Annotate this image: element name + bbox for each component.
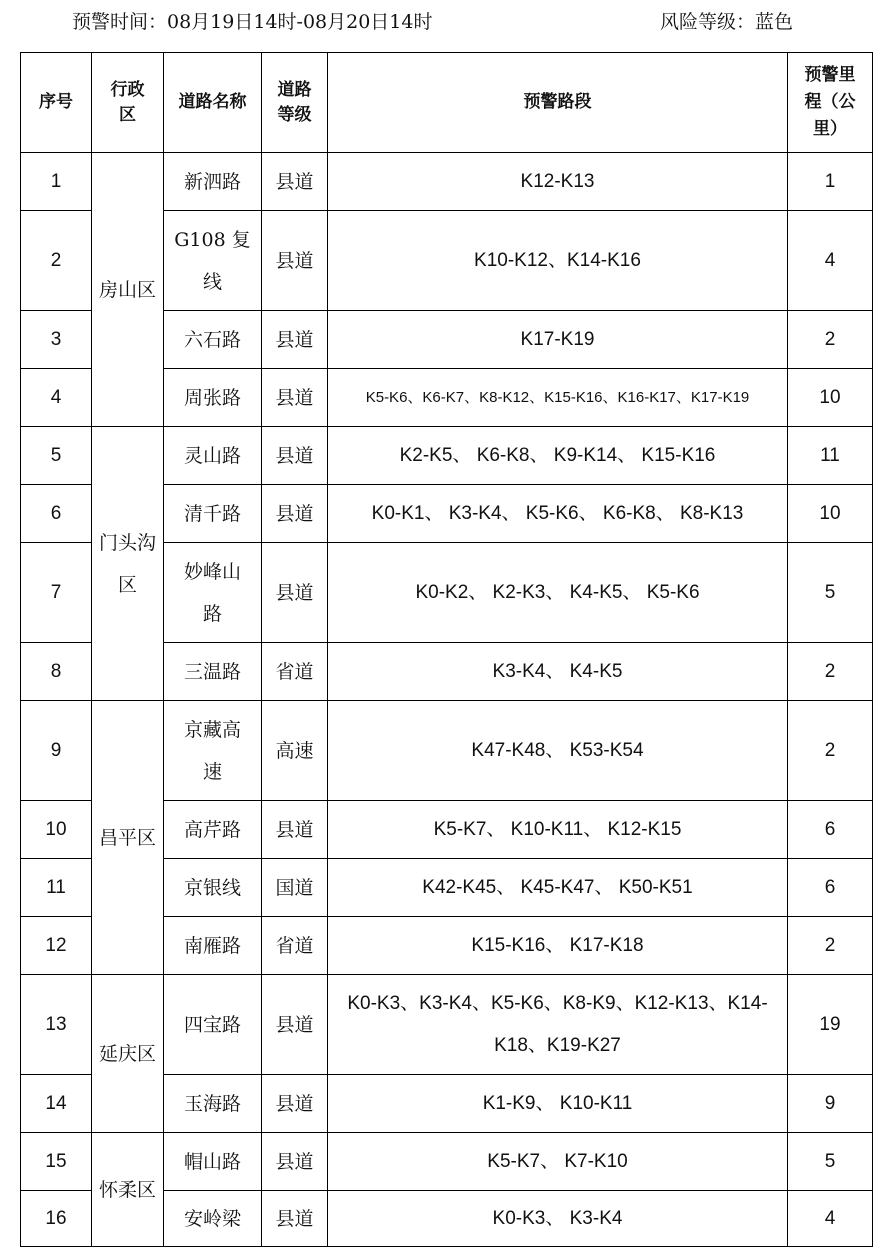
road-grade: 县道 [262, 1191, 328, 1247]
row-no: 11 [21, 859, 92, 917]
road-name: 京藏高速 [164, 701, 262, 801]
table-row [21, 975, 873, 1075]
road-name: 高芹路 [164, 801, 262, 859]
road-warning-table [20, 52, 873, 1247]
warning-section: K47-K48、 K53-K54 [328, 701, 788, 801]
warning-section: K15-K16、 K17-K18 [328, 917, 788, 975]
warning-section: K5-K7、 K10-K11、 K12-K15 [328, 801, 788, 859]
district-cell: 门头沟区 [92, 427, 164, 701]
road-name: 京银线 [164, 859, 262, 917]
row-no: 16 [21, 1191, 92, 1247]
road-name: 周张路 [164, 369, 262, 427]
row-no: 15 [21, 1133, 92, 1191]
warning-mileage: 19 [788, 975, 873, 1075]
row-no: 2 [21, 211, 92, 311]
road-grade: 高速 [262, 701, 328, 801]
warning-mileage: 9 [788, 1075, 873, 1133]
warning-section: K1-K9、 K10-K11 [328, 1075, 788, 1133]
road-grade: 省道 [262, 643, 328, 701]
road-grade: 县道 [262, 211, 328, 311]
warning-time: 预警时间：08月19日14时-08月20日14时 [72, 11, 433, 33]
warning-section: K0-K2、 K2-K3、 K4-K5、 K5-K6 [328, 543, 788, 643]
warning-mileage: 5 [788, 1133, 873, 1191]
warning-section: K0-K1、 K3-K4、 K5-K6、 K6-K8、 K8-K13 [328, 485, 788, 543]
road-grade: 县道 [262, 801, 328, 859]
col-header-district: 行政区 [92, 53, 164, 153]
road-name: 妙峰山路 [164, 543, 262, 643]
row-no: 14 [21, 1075, 92, 1133]
warning-section: K12-K13 [328, 153, 788, 211]
warning-section: K5-K6、K6-K7、K8-K12、K15-K16、K16-K17、K17-K19 [328, 369, 788, 427]
road-name: 六石路 [164, 311, 262, 369]
road-grade: 国道 [262, 859, 328, 917]
road-grade: 县道 [262, 485, 328, 543]
row-no: 4 [21, 369, 92, 427]
road-grade: 县道 [262, 311, 328, 369]
row-no: 9 [21, 701, 92, 801]
table-row [21, 153, 873, 211]
warning-section: K0-K3、K3-K4、K5-K6、K8-K9、K12-K13、K14-K18、K19-K27 [328, 975, 788, 1075]
road-name: 玉海路 [164, 1075, 262, 1133]
road-grade: 县道 [262, 1133, 328, 1191]
road-name: 三温路 [164, 643, 262, 701]
warning-section: K5-K7、 K7-K10 [328, 1133, 788, 1191]
col-header-mileage: 预警里程（公里） [788, 53, 873, 153]
table-row [21, 701, 873, 801]
district-cell: 延庆区 [92, 975, 164, 1133]
road-grade: 县道 [262, 153, 328, 211]
warning-mileage: 2 [788, 701, 873, 801]
warning-mileage: 11 [788, 427, 873, 485]
row-no: 8 [21, 643, 92, 701]
row-no: 10 [21, 801, 92, 859]
warning-section: K0-K3、 K3-K4 [328, 1191, 788, 1247]
district-cell: 房山区 [92, 153, 164, 427]
road-name: 帽山路 [164, 1133, 262, 1191]
district-cell: 昌平区 [92, 701, 164, 975]
road-name: 清千路 [164, 485, 262, 543]
warning-mileage: 4 [788, 211, 873, 311]
warning-mileage: 5 [788, 543, 873, 643]
warning-mileage: 10 [788, 485, 873, 543]
road-grade: 县道 [262, 1075, 328, 1133]
road-name: 灵山路 [164, 427, 262, 485]
warning-mileage: 2 [788, 311, 873, 369]
col-header-no: 序号 [21, 53, 92, 153]
risk-level: 风险等级：蓝色 [660, 11, 794, 33]
row-no: 6 [21, 485, 92, 543]
district-cell: 怀柔区 [92, 1133, 164, 1247]
warning-section: K3-K4、 K4-K5 [328, 643, 788, 701]
road-name: 安岭梁 [164, 1191, 262, 1247]
road-name: 南雁路 [164, 917, 262, 975]
col-header-road: 道路名称 [164, 53, 262, 153]
table-header-row [21, 53, 873, 153]
col-header-grade: 道路等级 [262, 53, 328, 153]
col-header-section: 预警路段 [328, 53, 788, 153]
warning-mileage: 1 [788, 153, 873, 211]
row-no: 13 [21, 975, 92, 1075]
road-name: G108 复线 [164, 211, 262, 311]
row-no: 1 [21, 153, 92, 211]
warning-mileage: 2 [788, 643, 873, 701]
warning-header [0, 8, 892, 36]
row-no: 5 [21, 427, 92, 485]
road-grade: 省道 [262, 917, 328, 975]
row-no: 7 [21, 543, 92, 643]
warning-section: K42-K45、 K45-K47、 K50-K51 [328, 859, 788, 917]
warning-section: K10-K12、K14-K16 [328, 211, 788, 311]
road-grade: 县道 [262, 543, 328, 643]
warning-mileage: 10 [788, 369, 873, 427]
warning-section: K2-K5、 K6-K8、 K9-K14、 K15-K16 [328, 427, 788, 485]
road-name: 新泗路 [164, 153, 262, 211]
warning-section: K17-K19 [328, 311, 788, 369]
table-row [21, 1133, 873, 1191]
road-name: 四宝路 [164, 975, 262, 1075]
table-row [21, 427, 873, 485]
road-grade: 县道 [262, 975, 328, 1075]
warning-mileage: 6 [788, 859, 873, 917]
warning-mileage: 6 [788, 801, 873, 859]
row-no: 12 [21, 917, 92, 975]
row-no: 3 [21, 311, 92, 369]
road-grade: 县道 [262, 427, 328, 485]
road-grade: 县道 [262, 369, 328, 427]
warning-mileage: 2 [788, 917, 873, 975]
warning-mileage: 4 [788, 1191, 873, 1247]
